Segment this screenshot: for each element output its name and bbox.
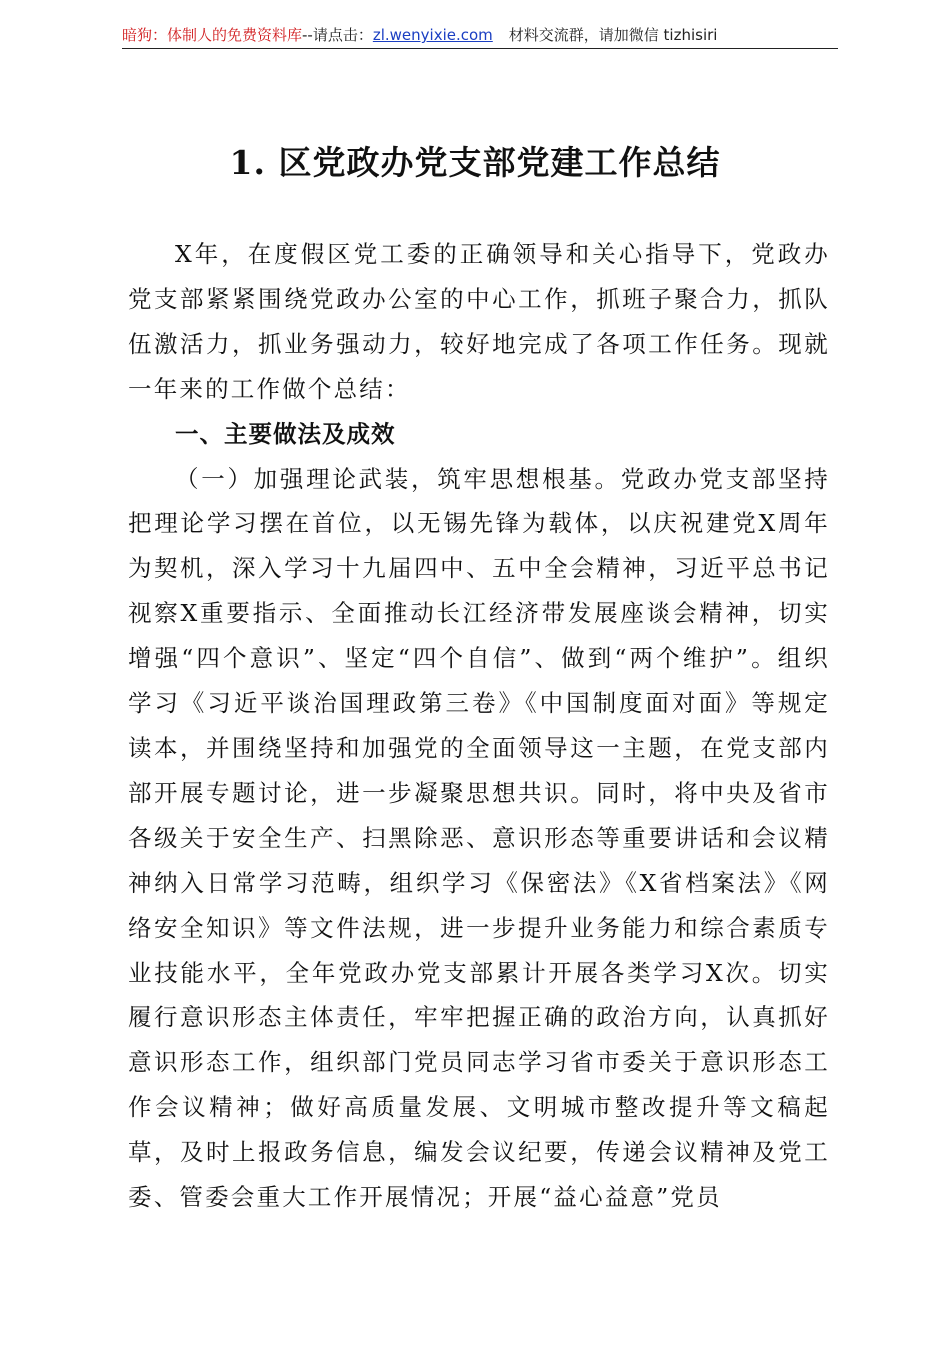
section-heading: 一、主要做法及成效: [175, 419, 396, 448]
header-site-name: 暗狗：体制人的免费资料库: [122, 26, 303, 44]
body-paragraph: （一）加强理论武装，筑牢思想根基。党政办党支部坚持把理论学习摆在首位，以无锡先锋为载体，以庆祝建党X周年为契机，深入学习十九届四中、五中全会精神，习近平总书记视察X重要指示、全面推动长江经济带发展座谈会精神，切实增强“四个意识”、坚定“四个自信”、做到“两个维护”。组织学习《习近平谈治国理政第三卷》《中国制度面对面》等规定读本，并围绕坚持和加强党的全面领导这一主题，在党支部内部开展专题讨论，进一步凝聚思想共识。同时，将中央及省市各级关于安全生产、扫黑除恶、意识形态等重要讲话和会议精神纳入日常学习范畴，组织学习《保密法》《X省档案法》《网络安全知识》等文件法规，进一步提升业务能力和综合素质专业技能水平，全年党政办党支部累计开展各类学习X次。切实履行意识形态主体责任，牢牢把握正确的政治方向，认真抓好意识形态工作，组织部门党员同志学习省市委关于意识形态工作会议精神；做好高质量发展、文明城市整改提升等文稿起草，及时上报政务信息，编发会议纪要，传递会议精神及党工委、管委会重大工作开展情况；开展“益心益意”党员: [128, 464, 830, 1212]
page-header: [122, 24, 838, 49]
intro-paragraph: X年，在度假区党工委的正确领导和关心指导下，党政办党支部紧紧围绕党政办公室的中心工作，抓班子聚合力，抓队伍激活力，抓业务强动力，较好地完成了各项工作任务。现就一年来的工作做个总结：: [128, 240, 830, 403]
header-click-prompt: --请点击：: [302, 26, 373, 44]
header-wechat-note: 材料交流群，请加微信 tizhisiri: [508, 26, 718, 44]
document-title: 1. 区党政办党支部党建工作总结: [229, 143, 721, 182]
header-link[interactable]: zl.wenyixie.com: [372, 26, 493, 44]
document-body: [128, 232, 830, 1220]
